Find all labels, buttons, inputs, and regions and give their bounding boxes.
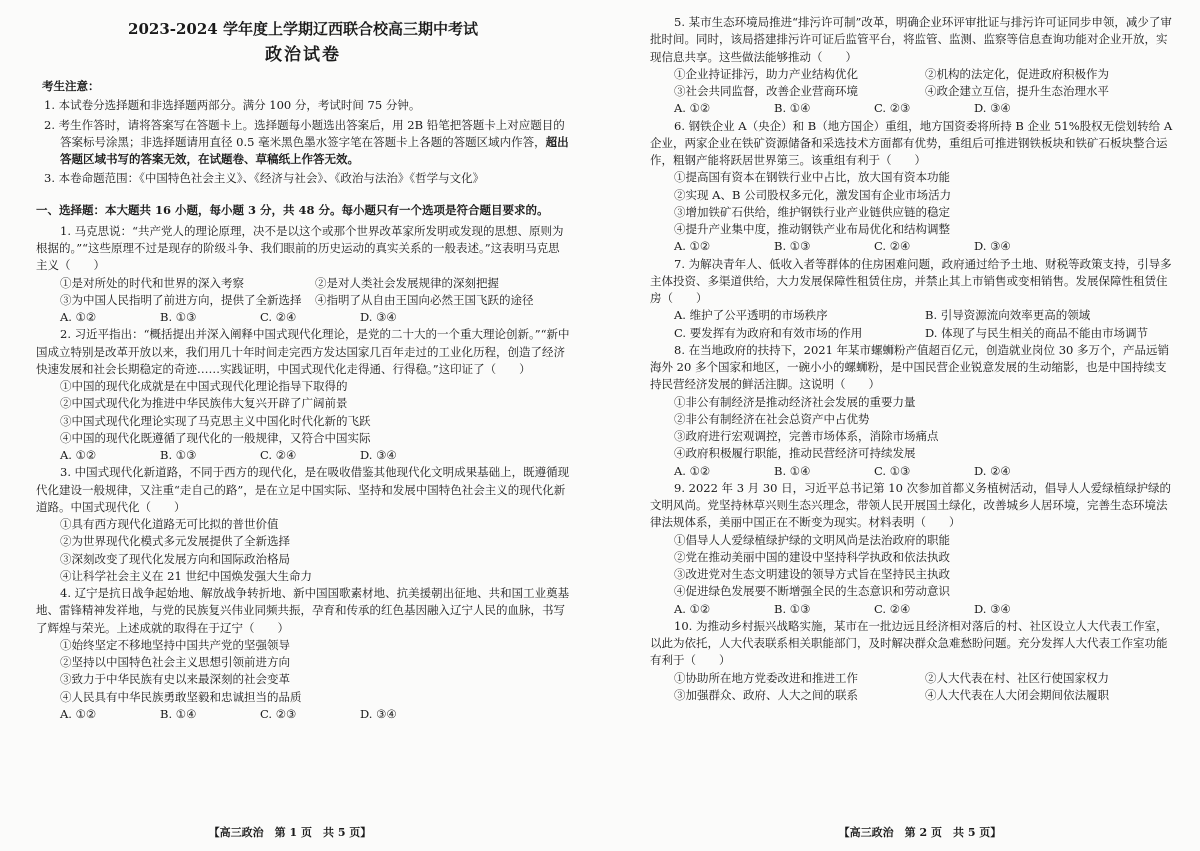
- q7-choice-c: C. 要发挥有为政府和有效市场的作用: [674, 325, 863, 340]
- q10-options-row2: [674, 687, 1176, 704]
- q1-option-3: ③为中国人民指明了前进方向，提供了全新选择: [60, 292, 302, 307]
- q2-choice-a: A. ①②: [60, 448, 97, 462]
- q1-choice-a: A. ①②: [60, 310, 97, 324]
- q1-option-2: ②是对人类社会发展规律的深刻把握: [315, 275, 499, 290]
- q6-option-4: ④提升产业集中度，推动钢铁产业布局优化和结构调整: [674, 222, 950, 236]
- note-2-text: 2. 考生作答时，请将答案写在答题卡上。选择题每小题选出答案后，用 2B 铅笔把答题卡上对应题目的答案标号涂黑；非选择题请用直径 0.5 毫米黑色墨水签字笔在答题卡上各题的答题区域内作答，: [44, 117, 565, 149]
- q2-choices: [60, 447, 570, 464]
- q2-option-3: ③中国式现代化理论实现了马克思主义中国化时代化新的飞跃: [60, 413, 371, 428]
- question-2: 2. 习近平指出：“概括提出并深入阐释中国式现代化理论，是党的二十大的一个重大理论创新。”“新中国成立特别是改革开放以来，我们用几十年时间走完西方发达国家几百年走过的工业化历程，创造了经济快速发展和社会长期稳定的奇迹……实践证明，中国式现代化走得通、行得稳。”这印证了（ ）: [36, 327, 570, 376]
- q9-option-1: ①倡导人人爱绿植绿护绿的文明风尚是法治政府的职能: [674, 532, 950, 547]
- q7-choice-d: D. 体现了与民生相关的商品不能由市场调节: [925, 325, 1149, 340]
- question-3: 3. 中国式现代化新道路，不同于西方的现代化，是在吸收借鉴其他现代化文明成果基础上，既遵循现代化建设一般规律，又注重“走自己的路”，是在立足中国实际、坚持和发展中国特色社会主义的现代化新道路。中国式现代化（ ）: [36, 465, 570, 514]
- q1-choice-b: B. ①③: [160, 310, 197, 324]
- q2-choice-d: D. ③④: [360, 448, 397, 462]
- q5-choice-c: C. ②③: [874, 101, 911, 116]
- q4-choice-a: A. ①②: [60, 706, 97, 721]
- q2-choice-c: C. ②④: [260, 448, 297, 462]
- question-4: 4. 辽宁是抗日战争起始地、解放战争转折地、新中国国歌素材地、抗美援朝出征地、共和国工业奠基地、雷锋精神发祥地，与党的民族复兴伟业同频共振，孕育和传承的红色基因融入辽宁人民的血脉，书写了辉煌与荣光。上述成就的取得在于辽宁（ ）: [36, 586, 570, 635]
- q8-option-1: ①非公有制经济是推动经济社会发展的重要力量: [674, 394, 916, 409]
- q5-option-3: ③社会共同监督，改善企业营商环境: [674, 84, 858, 98]
- q9-option-2: ②党在推动美丽中国的建设中坚持科学执政和依法执政: [674, 549, 950, 564]
- q1-option-1: ①是对所处的时代和世界的深入考察: [60, 275, 244, 290]
- q8-option-4: ④政府积极履行职能，推动民营经济可持续发展: [674, 446, 916, 461]
- q7-options-row2: [674, 325, 1176, 342]
- page-2-footer: 【高三政治 第 2 页 共 5 页】: [838, 825, 1002, 839]
- q2-option-4: ④中国的现代化既遵循了现代化的一般规律，又符合中国实际: [60, 430, 371, 445]
- q1-option-4: ④指明了从自由王国向必然王国飞跃的途径: [315, 292, 534, 307]
- q2-option-1: ①中国的现代化成就是在中国式现代化理论指导下取得的: [60, 379, 348, 393]
- q2-option-2: ②中国式现代化为推进中华民族伟大复兴开辟了广阔前景: [60, 396, 348, 411]
- q5-choice-d: D. ③④: [974, 101, 1011, 116]
- q9-choice-c: C. ②④: [874, 601, 911, 616]
- q1-choice-c: C. ②④: [260, 310, 297, 324]
- q6-choice-c: C. ②④: [874, 239, 911, 254]
- exam-title: 2023-2024 学年度上学期辽西联合校高三期中考试: [128, 20, 478, 38]
- q1-options-row2: [60, 292, 570, 309]
- exam-subtitle: 政治试卷: [265, 44, 341, 65]
- q6-option-3: ③增加铁矿石供给，维护钢铁行业产业链供应链的稳定: [674, 204, 950, 219]
- q9-choices: [674, 601, 1176, 618]
- q6-choice-b: B. ①③: [774, 239, 811, 254]
- q8-choice-c: C. ①③: [874, 463, 911, 478]
- section-heading: 一、选择题：本大题共 16 小题，每小题 3 分，共 48 分。每小题只有一个选项是符合题目要求的。: [36, 202, 549, 217]
- question-9: 9. 2022 年 3 月 30 日，习近平总书记第 10 次参加首都义务植树活动，倡导人人爱绿植绿护绿的文明风尚。党坚持林草兴则生态兴理念，带领人民开展国土绿化，改善城乡人居环境，完善生态环境法律法规体系，美丽中国正在不断变为现实。材料表明（ ）: [650, 480, 1172, 530]
- note-2: [36, 117, 570, 169]
- q3-option-4: ④让科学社会主义在 21 世纪中国焕发强大生命力: [60, 568, 312, 583]
- page-1-footer: 【高三政治 第 1 页 共 5 页】: [208, 825, 372, 839]
- q5-options-row2: [674, 83, 1176, 100]
- q6-choice-d: D. ③④: [974, 239, 1011, 254]
- q4-option-3: ③致力于中华民族有史以来最深刻的社会变革: [60, 672, 290, 687]
- q9-option-3: ③改进党对生态文明建设的领导方式旨在坚持民主执政: [674, 567, 950, 581]
- q5-option-1: ①企业持证排污，助力产业结构优化: [674, 66, 858, 81]
- q7-choice-b: B. 引导资源流向效率更高的领域: [925, 308, 1091, 323]
- page-2: [610, 0, 1190, 851]
- q2-choice-b: B. ①③: [160, 448, 197, 462]
- q8-option-2: ②非公有制经济在社会总资产中占优势: [674, 411, 870, 426]
- q8-choice-d: D. ②④: [974, 463, 1011, 478]
- question-7: 7. 为解决青年人、低收入者等群体的住房困难问题，政府通过给予土地、财税等政策支持，引导多主体投资、多渠道供给，大力发展保障性租赁住房，并禁止其上市销售或变相销售。发展保障性租赁住房（ ）: [650, 256, 1172, 305]
- q9-choice-a: A. ①②: [674, 601, 711, 616]
- q5-choice-a: A. ①②: [674, 101, 711, 116]
- q4-choices: [60, 706, 570, 723]
- q9-choice-d: D. ③④: [974, 601, 1011, 616]
- q5-option-2: ②机构的法定化，促进政府积极作为: [925, 66, 1109, 81]
- q1-choices: [60, 309, 570, 326]
- note-1: 1. 本试卷分选择题和非选择题两部分。满分 100 分，考试时间 75 分钟。: [44, 98, 421, 113]
- q8-choice-a: A. ①②: [674, 463, 711, 478]
- q3-option-3: ③深刻改变了现代化发展方向和国际政治格局: [60, 551, 290, 566]
- q8-option-3: ③政府进行宏观调控，完善市场体系，消除市场痛点: [674, 429, 939, 443]
- q4-option-2: ②坚持以中国特色社会主义思想引领前进方向: [60, 655, 290, 669]
- q8-choice-b: B. ①④: [774, 463, 811, 478]
- page-1: [0, 0, 580, 851]
- q5-options-row1: [674, 66, 1176, 83]
- q1-choice-d: D. ③④: [360, 310, 397, 324]
- q4-option-4: ④人民具有中华民族勇敢坚毅和忠诚担当的品质: [60, 689, 302, 704]
- notes-heading: 考生注意：: [42, 79, 100, 93]
- q10-option-4: ④人大代表在人大闭会期间依法履职: [925, 687, 1109, 702]
- q5-choice-b: B. ①④: [774, 101, 811, 116]
- q5-choices: [674, 100, 1176, 117]
- note-2-emphasis: 超出答题区域书写的答案无效，在试题卷、草稿纸上作答无效。: [60, 134, 569, 166]
- q6-choice-a: A. ①②: [674, 239, 711, 254]
- q4-choice-b: B. ①④: [160, 706, 197, 721]
- question-8: 8. 在当地政府的扶持下，2021 年某市螺蛳粉产值超百亿元，创造就业岗位 30 多万个，产品远销海外 20 多个国家和地区，一碗小小的螺蛳粉，是中国民营企业锐意发展的生动缩影，也是中国持续支持民营经济发展的鲜活注脚。这说明（ ）: [650, 342, 1169, 392]
- q4-option-1: ①始终坚定不移地坚持中国共产党的坚强领导: [60, 637, 290, 652]
- q6-option-1: ①提高国有资本在钢铁行业中占比，放大国有资本功能: [674, 170, 950, 185]
- q4-choice-c: C. ②③: [260, 706, 297, 721]
- q4-choice-d: D. ③④: [360, 706, 397, 721]
- q8-choices: [674, 463, 1176, 480]
- question-1: 1. 马克思说：“共产党人的理论原理，决不是以这个或那个世界改革家所发明或发现的思想、原则为根据的。”“这些原理不过是现存的阶级斗争、我们眼前的历史运动的真实关系的一般表述。”这表明马克思主义（ ）: [36, 223, 564, 273]
- note-3: 3. 本卷命题范围：《中国特色社会主义》、《经济与社会》、《政治与法治》《哲学与文化》: [44, 171, 485, 186]
- question-6: 6. 钢铁企业 A（央企）和 B（地方国企）重组，地方国资委将所持 B 企业 51%股权无偿划转给 A 企业，两家企业在铁矿资源储备和采选技术方面都有优势，重组后可推进钢铁板块和铁矿石板块整合运作，粗钢产能将跃居世界第三。该重组有利于（ ）: [650, 118, 1173, 167]
- q9-option-4: ④促进绿色发展要不断增强全民的生态意识和劳动意识: [674, 584, 950, 599]
- q1-options-row1: [60, 275, 570, 292]
- q7-choice-a: A. 维护了公平透明的市场秩序: [674, 308, 828, 323]
- q10-option-1: ①协助所在地方党委改进和推进工作: [674, 670, 858, 685]
- q9-choice-b: B. ①③: [774, 601, 811, 616]
- q10-options-row1: [674, 670, 1176, 687]
- q5-option-4: ④政企建立互信，提升生态治理水平: [925, 84, 1109, 98]
- q6-option-2: ②实现 A、B 公司股权多元化，激发国有企业市场活力: [674, 187, 952, 202]
- q10-option-2: ②人大代表在村、社区行使国家权力: [925, 670, 1109, 685]
- q3-option-2: ②为世界现代化模式多元发展提供了全新选择: [60, 534, 290, 549]
- q6-choices: [674, 238, 1176, 255]
- q7-options-row1: [674, 307, 1176, 324]
- q10-option-3: ③加强群众、政府、人大之间的联系: [674, 687, 858, 702]
- q3-option-1: ①具有西方现代化道路无可比拟的普世价值: [60, 517, 279, 531]
- question-5: 5. 某市生态环境局推进“排污许可制”改革，明确企业环评审批证与排污许可证同步申领，减少了审批时间。同时，该局搭建排污许可证后监管平台，将监管、监测、监察等信息查询功能对企业开放，实现信息共享。这些做法能够推动（ ）: [650, 15, 1172, 64]
- question-10: 10. 为推动乡村振兴战略实施，某市在一批边远且经济相对落后的村、社区设立人大代表工作室，以此为依托，人大代表联系相关职能部门，及时解决群众急难愁盼问题。充分发挥人大代表工作室功能有利于（ ）: [650, 618, 1168, 668]
